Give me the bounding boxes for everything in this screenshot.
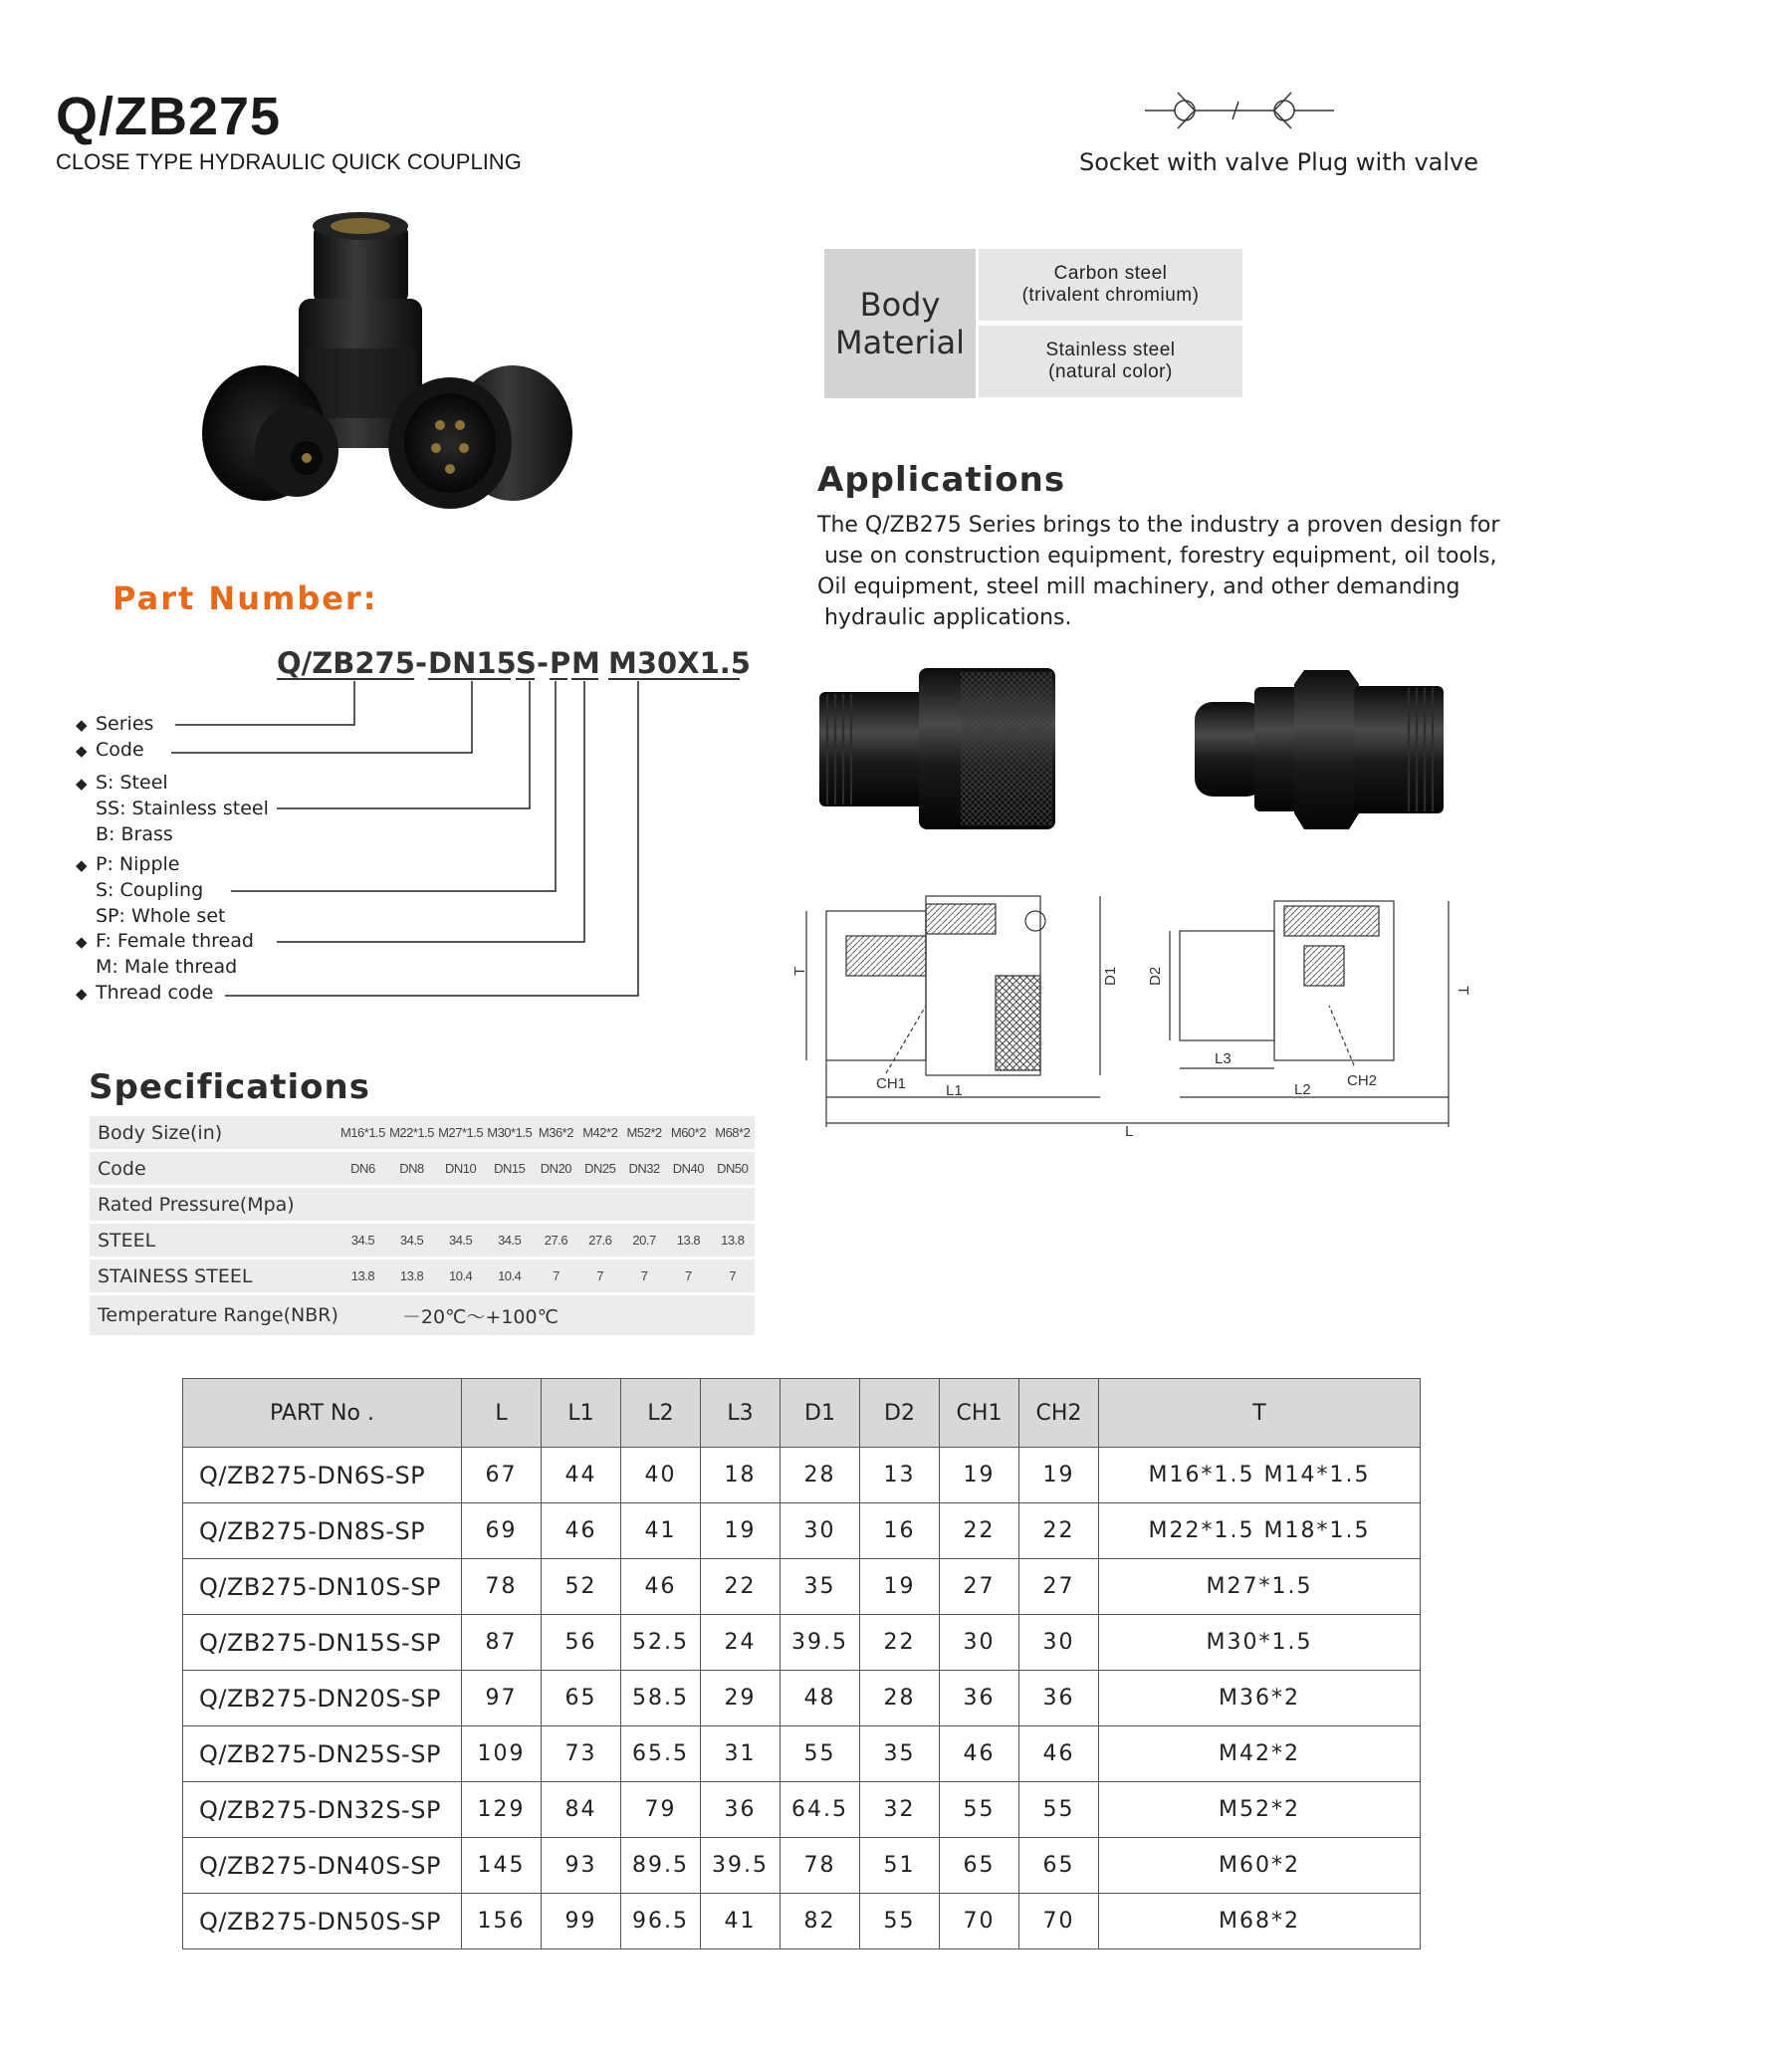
- dim-label-d2: D2: [1147, 966, 1164, 986]
- table-cell: 55: [1019, 1782, 1099, 1838]
- table-cell: M22*1.5 M18*1.5: [1099, 1503, 1421, 1559]
- bullet-icon: ◆: [76, 985, 88, 1003]
- table-cell: 84: [542, 1782, 621, 1838]
- option-line: Carbon steel: [1053, 263, 1168, 284]
- dimension-table-body: [183, 1448, 1421, 1949]
- table-cell: 13: [860, 1448, 940, 1503]
- pn-item-label: F: Female thread: [96, 930, 254, 952]
- table-cell: 16: [860, 1503, 940, 1559]
- pn-item-label: Code: [96, 739, 144, 761]
- table-cell: 56: [542, 1615, 621, 1671]
- part-number-heading: Part Number:: [112, 579, 378, 617]
- table-cell: 36: [940, 1671, 1019, 1726]
- spec-label: Rated Pressure(Mpa): [90, 1188, 755, 1221]
- table-cell: 65.5: [621, 1726, 701, 1782]
- bullet-icon: ◆: [76, 856, 88, 874]
- part-number-cell: Q/ZB275-DN40S-SP: [183, 1838, 462, 1894]
- applications-text: [817, 510, 1500, 633]
- table-cell: 19: [1019, 1448, 1099, 1503]
- table-cell: M36*2: [1099, 1671, 1421, 1726]
- spec-value: 7: [711, 1259, 755, 1292]
- dimension-table: [182, 1378, 1421, 1949]
- page-subtitle: CLOSE TYPE HYDRAULIC QUICK COUPLING: [56, 149, 522, 174]
- pn-item-label: S: Steel: [96, 772, 168, 794]
- table-cell: 93: [542, 1838, 621, 1894]
- spec-value: 34.5: [436, 1224, 485, 1257]
- table-cell: 30: [1019, 1615, 1099, 1671]
- part-number-cell: Q/ZB275-DN20S-SP: [183, 1671, 462, 1726]
- table-cell: 99: [542, 1894, 621, 1949]
- dim-label-t-left: T: [791, 966, 808, 976]
- table-cell: 55: [781, 1726, 860, 1782]
- table-cell: 87: [462, 1615, 542, 1671]
- spec-label: STEEL: [90, 1224, 338, 1257]
- pn-seg-code: DN15: [428, 646, 517, 680]
- spec-row-rated-pressure: [90, 1188, 755, 1221]
- bullet-icon: ◆: [76, 775, 88, 793]
- table-row: [183, 1503, 1421, 1559]
- table-cell: M42*2: [1099, 1726, 1421, 1782]
- table-cell: 22: [860, 1615, 940, 1671]
- table-row: [183, 1671, 1421, 1726]
- table-cell: 41: [701, 1894, 781, 1949]
- table-cell: 73: [542, 1726, 621, 1782]
- table-cell: 79: [621, 1782, 701, 1838]
- spec-value: 27.6: [578, 1224, 622, 1257]
- applications-line: The Q/ZB275 Series brings to the industry a proven design for: [817, 513, 1500, 538]
- table-row: [183, 1726, 1421, 1782]
- column-header: PART No .: [183, 1379, 462, 1448]
- symbol-caption: Socket with valve Plug with valve: [1079, 148, 1478, 176]
- dim-label-l3: L3: [1215, 1050, 1232, 1067]
- spec-value: 13.8: [387, 1259, 436, 1292]
- table-cell: 78: [462, 1559, 542, 1615]
- option-line: (trivalent chromium): [1021, 285, 1200, 306]
- pn-seg-series: Q/ZB275: [277, 646, 415, 680]
- table-row: [183, 1615, 1421, 1671]
- table-cell: 78: [781, 1838, 860, 1894]
- table-header-row: [183, 1379, 1421, 1448]
- pn-item-thread-type: [76, 930, 254, 952]
- table-cell: 65: [1019, 1838, 1099, 1894]
- applications-line: use on construction equipment, forestry equipment, oil tools,: [817, 544, 1497, 569]
- spec-temperature-value: －20℃～+100℃: [338, 1295, 755, 1335]
- table-cell: 46: [940, 1726, 1019, 1782]
- table-cell: M27*1.5: [1099, 1559, 1421, 1615]
- option-line: Stainless steel: [1045, 340, 1176, 360]
- spec-value: 7: [578, 1259, 622, 1292]
- applications-line: Oil equipment, steel mill machinery, and other demanding: [817, 574, 1460, 599]
- table-cell: 22: [940, 1503, 1019, 1559]
- spec-row-steel: [90, 1224, 755, 1257]
- table-cell: 28: [781, 1448, 860, 1503]
- table-cell: 65: [542, 1671, 621, 1726]
- table-cell: 58.5: [621, 1671, 701, 1726]
- pn-item-type: [76, 853, 179, 875]
- spec-value: DN6: [338, 1152, 387, 1185]
- pn-sub-coupling: S: Coupling: [96, 879, 204, 901]
- spec-value: M52*2: [622, 1116, 666, 1149]
- table-cell: 64.5: [781, 1782, 860, 1838]
- spec-value: 13.8: [666, 1224, 710, 1257]
- table-cell: 109: [462, 1726, 542, 1782]
- table-cell: 41: [621, 1503, 701, 1559]
- pn-item-label: P: Nipple: [96, 853, 180, 875]
- table-cell: 30: [940, 1615, 1019, 1671]
- spec-value: 34.5: [485, 1224, 534, 1257]
- dim-label-l2: L2: [1294, 1081, 1311, 1098]
- bullet-icon: ◆: [76, 933, 88, 951]
- table-cell: 55: [860, 1894, 940, 1949]
- pn-item-label: Thread code: [96, 982, 214, 1004]
- table-cell: 28: [860, 1671, 940, 1726]
- dim-label-l: L: [1125, 1123, 1134, 1140]
- table-row: [183, 1448, 1421, 1503]
- table-cell: 19: [860, 1559, 940, 1615]
- table-cell: 27: [940, 1559, 1019, 1615]
- pn-sub-whole-set: SP: Whole set: [96, 905, 226, 927]
- pn-item-thread-code: [76, 982, 213, 1004]
- pn-seg-type: P: [550, 646, 571, 680]
- table-cell: 67: [462, 1448, 542, 1503]
- table-cell: 29: [701, 1671, 781, 1726]
- pn-seg-thread-code: M30X1.5: [608, 646, 751, 680]
- spec-value: DN25: [578, 1152, 622, 1185]
- spec-value: M68*2: [711, 1116, 755, 1149]
- spec-value: M30*1.5: [485, 1116, 534, 1149]
- pn-seg-thread-type: M: [571, 646, 600, 680]
- spec-label: Temperature Range(NBR): [90, 1295, 338, 1335]
- table-cell: 39.5: [701, 1838, 781, 1894]
- column-header: L1: [542, 1379, 621, 1448]
- table-cell: 70: [1019, 1894, 1099, 1949]
- part-number-cell: Q/ZB275-DN50S-SP: [183, 1894, 462, 1949]
- part-number-cell: Q/ZB275-DN25S-SP: [183, 1726, 462, 1782]
- table-cell: 52: [542, 1559, 621, 1615]
- table-cell: 40: [621, 1448, 701, 1503]
- table-cell: M60*2: [1099, 1838, 1421, 1894]
- dim-label-d1: D1: [1102, 966, 1119, 986]
- table-cell: 52.5: [621, 1615, 701, 1671]
- coupling-photo: [179, 204, 607, 513]
- bullet-icon: ◆: [76, 716, 88, 734]
- pn-item-code: [76, 739, 144, 761]
- spec-value: 13.8: [711, 1224, 755, 1257]
- table-cell: 31: [701, 1726, 781, 1782]
- pn-item-series: [76, 713, 153, 735]
- specifications-table: [90, 1113, 755, 1338]
- table-cell: 89.5: [621, 1838, 701, 1894]
- spec-value: DN10: [436, 1152, 485, 1185]
- table-cell: M68*2: [1099, 1894, 1421, 1949]
- table-cell: 22: [1019, 1503, 1099, 1559]
- table-row: [183, 1838, 1421, 1894]
- table-cell: 24: [701, 1615, 781, 1671]
- spec-value: 7: [666, 1259, 710, 1292]
- column-header: L: [462, 1379, 542, 1448]
- spec-row-stainless: [90, 1259, 755, 1292]
- spec-value: DN40: [666, 1152, 710, 1185]
- spec-label: Code: [90, 1152, 338, 1185]
- socket-plug-photo: [811, 662, 1449, 841]
- part-number-cell: Q/ZB275-DN10S-SP: [183, 1559, 462, 1615]
- column-header: D2: [860, 1379, 940, 1448]
- pn-item-material: [76, 772, 168, 794]
- spec-value: M60*2: [666, 1116, 710, 1149]
- spec-label: Body Size(in): [90, 1116, 338, 1149]
- spec-value: M16*1.5: [338, 1116, 387, 1149]
- body-material-label: [824, 249, 976, 398]
- spec-value: M36*2: [534, 1116, 577, 1149]
- pn-sub-male-thread: M: Male thread: [96, 956, 238, 978]
- table-cell: 48: [781, 1671, 860, 1726]
- spec-value: 34.5: [387, 1224, 436, 1257]
- dim-label-ch2: CH2: [1347, 1072, 1378, 1089]
- spec-value: 10.4: [436, 1259, 485, 1292]
- spec-value: DN8: [387, 1152, 436, 1185]
- table-cell: 96.5: [621, 1894, 701, 1949]
- part-number-cell: Q/ZB275-DN15S-SP: [183, 1615, 462, 1671]
- spec-value: 27.6: [534, 1224, 577, 1257]
- column-header: T: [1099, 1379, 1421, 1448]
- column-header: L3: [701, 1379, 781, 1448]
- part-number-cell: Q/ZB275-DN32S-SP: [183, 1782, 462, 1838]
- table-cell: 156: [462, 1894, 542, 1949]
- table-cell: 65: [940, 1838, 1019, 1894]
- spec-row-temperature: [90, 1295, 755, 1335]
- specifications-heading: Specifications: [89, 1067, 370, 1107]
- spec-value: 7: [534, 1259, 577, 1292]
- table-cell: 36: [701, 1782, 781, 1838]
- table-cell: 22: [701, 1559, 781, 1615]
- spec-value: M27*1.5: [436, 1116, 485, 1149]
- table-row: [183, 1559, 1421, 1615]
- page-title: Q/ZB275: [56, 87, 282, 146]
- table-cell: 70: [940, 1894, 1019, 1949]
- spec-row-code: [90, 1152, 755, 1185]
- table-cell: 129: [462, 1782, 542, 1838]
- table-row: [183, 1894, 1421, 1949]
- table-cell: M52*2: [1099, 1782, 1421, 1838]
- column-header: D1: [781, 1379, 860, 1448]
- table-cell: 19: [940, 1448, 1019, 1503]
- spec-value: 20.7: [622, 1224, 666, 1257]
- table-cell: 19: [701, 1503, 781, 1559]
- spec-value: DN32: [622, 1152, 666, 1185]
- spec-value: DN15: [485, 1152, 534, 1185]
- part-number-cell: Q/ZB275-DN8S-SP: [183, 1503, 462, 1559]
- spec-value: M22*1.5: [387, 1116, 436, 1149]
- body-material-option-stainless: [979, 326, 1242, 397]
- spec-value: 13.8: [338, 1259, 387, 1292]
- bullet-icon: ◆: [76, 742, 88, 760]
- pn-seg-material: S: [516, 646, 537, 680]
- table-cell: 55: [940, 1782, 1019, 1838]
- table-cell: 44: [542, 1448, 621, 1503]
- table-cell: 27: [1019, 1559, 1099, 1615]
- column-header: CH1: [940, 1379, 1019, 1448]
- pn-sub-stainless: SS: Stainless steel: [96, 798, 269, 819]
- table-cell: 46: [1019, 1726, 1099, 1782]
- part-number-cell: Q/ZB275-DN6S-SP: [183, 1448, 462, 1503]
- table-cell: 36: [1019, 1671, 1099, 1726]
- spec-value: 34.5: [338, 1224, 387, 1257]
- table-cell: 97: [462, 1671, 542, 1726]
- spec-value: 7: [622, 1259, 666, 1292]
- table-cell: 46: [542, 1503, 621, 1559]
- table-cell: 51: [860, 1838, 940, 1894]
- table-cell: 30: [781, 1503, 860, 1559]
- spec-row-body-size: [90, 1116, 755, 1149]
- table-cell: M30*1.5: [1099, 1615, 1421, 1671]
- table-cell: 82: [781, 1894, 860, 1949]
- technical-drawing: [786, 876, 1471, 1140]
- spec-value: DN20: [534, 1152, 577, 1185]
- table-cell: 46: [621, 1559, 701, 1615]
- spec-label: STAINESS STEEL: [90, 1259, 338, 1292]
- dim-label-l1: L1: [946, 1082, 963, 1099]
- spec-value: 10.4: [485, 1259, 534, 1292]
- applications-heading: Applications: [817, 460, 1066, 500]
- pn-item-label: Series: [96, 713, 154, 735]
- dim-label-ch1: CH1: [876, 1075, 907, 1092]
- body-material-table: [824, 249, 1242, 398]
- table-row: [183, 1782, 1421, 1838]
- spec-value: DN50: [711, 1152, 755, 1185]
- pn-sub-brass: B: Brass: [96, 823, 173, 845]
- table-cell: 145: [462, 1838, 542, 1894]
- column-header: CH2: [1019, 1379, 1099, 1448]
- table-cell: M16*1.5 M14*1.5: [1099, 1448, 1421, 1503]
- body-material-label-line2: Material: [835, 324, 965, 361]
- table-cell: 18: [701, 1448, 781, 1503]
- pn-seg-dash: -: [415, 646, 428, 680]
- option-line: (natural color): [1048, 361, 1173, 382]
- spec-value: M42*2: [578, 1116, 622, 1149]
- table-cell: 32: [860, 1782, 940, 1838]
- body-material-label-line1: Body: [859, 286, 941, 324]
- table-cell: 35: [860, 1726, 940, 1782]
- body-material-option-carbon: [979, 249, 1242, 321]
- table-cell: 35: [781, 1559, 860, 1615]
- valve-symbol-icon: [1145, 90, 1334, 133]
- table-cell: 39.5: [781, 1615, 860, 1671]
- pn-seg-dash2: -: [537, 646, 550, 680]
- dim-label-t-right: T: [1455, 986, 1471, 996]
- column-header: L2: [621, 1379, 701, 1448]
- applications-line: hydraulic applications.: [817, 605, 1072, 630]
- table-cell: 69: [462, 1503, 542, 1559]
